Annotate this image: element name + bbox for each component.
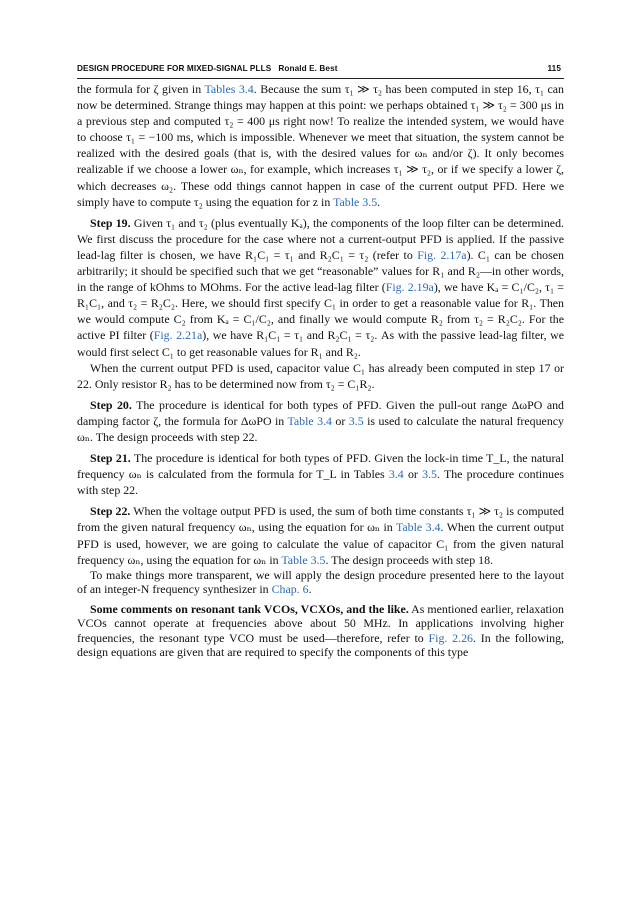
header-rule xyxy=(77,78,564,79)
link-3-5[interactable]: 3.5 xyxy=(422,467,437,482)
author-name: Ronald E. Best xyxy=(278,64,338,73)
link-3-5[interactable]: 3.5 xyxy=(348,413,364,428)
link-table-3-5[interactable]: Table 3.5 xyxy=(333,194,378,209)
resonant-vco-lead-in: Some comments on resonant tank VCOs, VCXOs, and the like. xyxy=(90,601,409,616)
paragraph-step-22: Step 22. When the voltage output PFD is used, the sum of both time constants τ₁ ≫ τ₂ is computed from the given natural frequency ωₙ, using the equation for ωₙ in Table 3.4. When the current output PFD is used, however, we are going to calculate the value of capacitor C₁ from the given natural frequency ωₙ, using the equation for ωₙ in Table 3.5. The design proceeds with step 18. xyxy=(77,504,564,567)
paragraph-current-output: When the current output PFD is used, capacitor value C₁ has already been computed in step 17 or 22. Only resistor R₂ has to be determined now from τ₂ = C₁R₂. xyxy=(77,360,564,391)
page-number: 115 xyxy=(547,64,561,73)
paragraph-step-18-continued: the formula for ζ given in Tables 3.4. Because the sum τ₁ ≫ τ₂ has been computed in step 16, τ₁ can now be determined. Strange things may happen at this point: we perhaps obtained τ₁ ≫ τ₂ = 300 μs in a previous step and computed τ₂ = 400 μs right now! To realize the intended system, we would have to choose τ₁ = −100 ms, which is impossible. Whenever we meet that situation, the system cannot be realized with the desired goals (that is, with the desired values for ωₙ and/or ζ). It only becomes realizable if we choose a lower ωₙ, for example, which increases τ₁ ≫ τ₂, or if we specify a lower ζ, which decreases ω₂. These odd things cannot happen in case of the current output PFD. Here we simply have to compute τ₂ using the equation for z in Table 3.5. xyxy=(77,82,564,209)
step-19-label: Step 19. xyxy=(90,215,131,230)
body-text xyxy=(77,81,564,660)
link-chap-6[interactable]: Chap. 6 xyxy=(271,582,309,597)
link-table-3-4[interactable]: Table 3.4 xyxy=(395,520,441,535)
paragraph-step-21: Step 21. The procedure is identical for both types of PFD. Given the lock-in time T_L, the natural frequency ωₙ is calculated from the formula for T_L in Tables 3.4 or 3.5. The procedure continues with step 22. xyxy=(77,451,564,498)
paragraph-step-19: Step 19. Given τ₁ and τ₂ (plus eventually Kₐ), the components of the loop filter can be determined. We first discuss the procedure for the case where not a current-output PFD is applied. If the passive lead-lag filter is chosen, we have R₁C₁ = τ₁ and R₂C₁ = τ₂ (refer to Fig. 2.17a). C₁ can be chosen arbitrarily; it should be specified such that we get “reasonable” values for R₁ and R₂—in other words, in the range of kOhms to MOhms. For the active lead-lag filter (Fig. 2.19a), we have Kₐ = C₁/C₂, τ₁ = R₁C₁, and τ₂ = R₂C₂. Here, we should first specify C₁ in order to get a reasonable value for R₁. Then we would compute C₂ from Kₐ = C₁/C₂, and finally we would compute R₂ from τ₂ = R₂C₂. For the active PI filter (Fig. 2.21a), we have R₁C₁ = τ₁ and R₂C₁ = τ₂. As with the passive lead-lag filter, we would first select C₁ to get reasonable values for R₁ and R₂. xyxy=(77,215,564,359)
link-fig-2-26[interactable]: Fig. 2.26 xyxy=(428,630,473,645)
step-20-label: Step 20. xyxy=(90,397,132,412)
paragraph-resonant-vco: Some comments on resonant tank VCOs, VCXOs, and the like. As mentioned earlier, relaxation VCOs cannot operate at frequencies above about 50 MHz. In applications involving higher frequencies, the resonant type VCO must be used—therefore, refer to Fig. 2.26. In the following, design equations are given that are required to specify the components of this type xyxy=(77,601,564,660)
running-title: DESIGN PROCEDURE FOR MIXED-SIGNAL PLLS xyxy=(77,64,272,73)
link-table-3-4[interactable]: Table 3.4 xyxy=(287,413,332,428)
step-21-label: Step 21. xyxy=(90,451,131,466)
link-tables-3-4[interactable]: Tables 3.4 xyxy=(204,82,254,96)
paragraph-transparent: To make things more transparent, we will apply the design procedure presented here to the layout of an integer-N frequency synthesizer in Chap. 6. xyxy=(77,567,564,597)
running-header xyxy=(77,64,561,78)
link-fig-2-21a[interactable]: Fig. 2.21a xyxy=(153,328,203,343)
step-22-label: Step 22. xyxy=(90,504,131,519)
link-3-4[interactable]: 3.4 xyxy=(388,467,404,482)
link-fig-2-19a[interactable]: Fig. 2.19a xyxy=(385,280,434,295)
link-table-3-5[interactable]: Table 3.5 xyxy=(281,552,326,567)
paragraph-step-20: Step 20. The procedure is identical for both types of PFD. Given the pull-out range ΔωPO and damping factor ζ, the formula for ΔωPO in Table 3.4 or 3.5 is used to calculate the natural frequency ωₙ. The design proceeds with step 22. xyxy=(77,397,564,444)
link-fig-2-17a[interactable]: Fig. 2.17a xyxy=(417,247,467,262)
